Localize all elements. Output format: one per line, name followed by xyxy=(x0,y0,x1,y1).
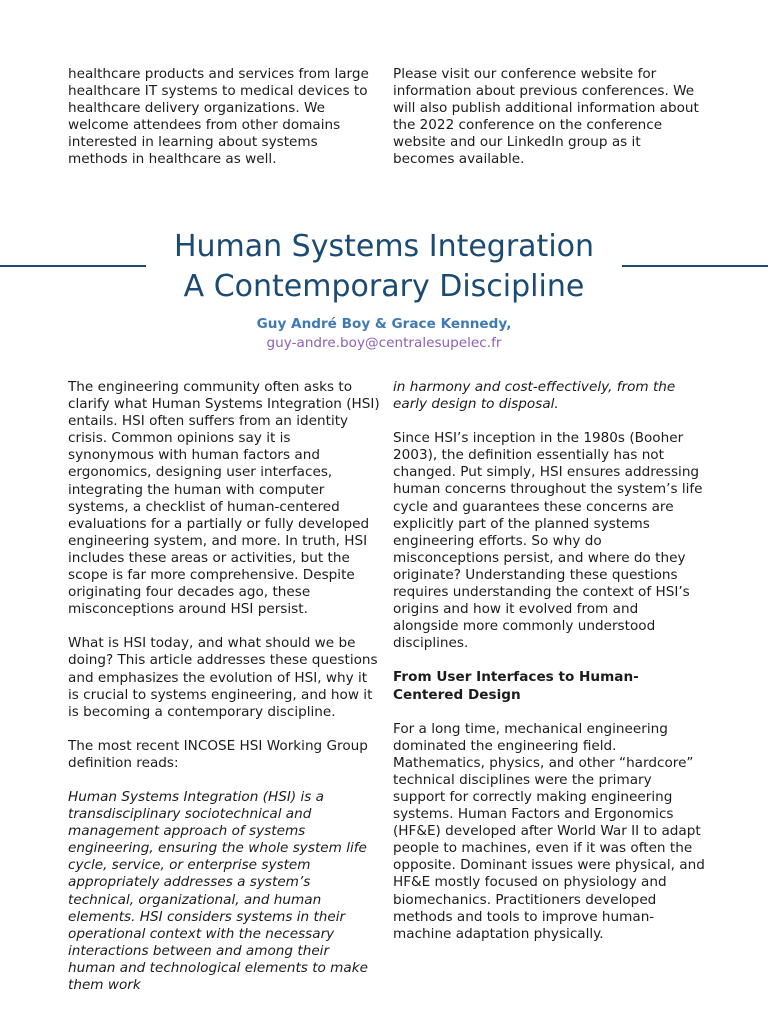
paragraph: Since HSI’s inception in the 1980s (Booher 2003), the definition essentially has not changed. Put simply, HSI ensures addressing human concerns throughout the system’s life cycle and guarantees these concerns are explicitly part of the planned systems engineering efforts. So why do misconceptions persist, and where do they originate? Understanding these questions requires understanding the context of HSI’s origins and how it evolved from and alongside more commonly understood disciplines. xyxy=(393,430,703,652)
right-column xyxy=(393,379,705,960)
byline xyxy=(0,315,768,353)
definition-quote: Human Systems Integration (HSI) is a transdisciplinary sociotechnical and management approach of systems engineering, ensuring the whole system life cycle, service, or enterprise system appropriately addresses a system’s technical, organizational, and human elements. HSI considers systems in their operational context with the necessary interactions between and among their human and technological elements to make them work xyxy=(68,788,368,993)
top-right-paragraph xyxy=(393,66,705,186)
paragraph: For a long time, mechanical engineering dominated the engineering field. Mathematics, physics, and other “hardcore” technical disciplines were the primary support for correctly making engineering systems. Human Factors and Ergonomics (HF&E) developed after World War II to adapt people to machines, even if it was often the opposite. Dominant issues were physical, and HF&E mostly focused on physiology and biomechanics. Practitioners developed methods and tools to improve human-machine adaptation physically. xyxy=(393,720,705,942)
definition-quote-continued: in harmony and cost-effectively, from the early design to disposal. xyxy=(393,379,676,413)
author-email-link[interactable]: guy-andre.boy@centralesupelec.fr xyxy=(266,335,502,351)
article-title xyxy=(0,227,768,307)
section-heading: From User Interfaces to Human-Centered Design xyxy=(393,669,639,703)
paragraph: healthcare products and services from large healthcare IT systems to medical devices to healthcare delivery organizations. We welcome attendees from other domains interested in learning about systems methods in healthcare as well. xyxy=(68,66,369,168)
author-names: Guy André Boy & Grace Kennedy, xyxy=(256,316,512,332)
paragraph: The engineering community often asks to clarify what Human Systems Integration (HSI) entails. HSI often suffers from an identity crisis. Common opinions say it is synonymous with human factors and ergonomics, designing user interfaces, integrating the human with computer systems, a checklist of human-centered evaluations for a partially or fully developed engineering system, and more. In truth, HSI includes these areas or activities, but the scope is far more comprehensive. Despite originating four decades ago, these misconceptions around HSI persist. xyxy=(68,379,380,618)
paragraph: Please visit our conference website for information about previous conferences. We will also publish additional information about the 2022 conference on the conference website and our LinkedIn group as it becomes available. xyxy=(393,66,699,168)
title-line-1: Human Systems Integration xyxy=(173,229,595,264)
title-line-2: A Contemporary Discipline xyxy=(183,269,585,304)
left-column xyxy=(68,379,380,1011)
paragraph: What is HSI today, and what should we be doing? This article addresses these questions and emphasizes the evolution of HSI, why it is crucial to systems engineering, and how it is becoming a contemporary discipline. xyxy=(68,635,378,720)
top-left-paragraph xyxy=(68,66,380,186)
paragraph: The most recent INCOSE HSI Working Group definition reads: xyxy=(68,737,368,771)
